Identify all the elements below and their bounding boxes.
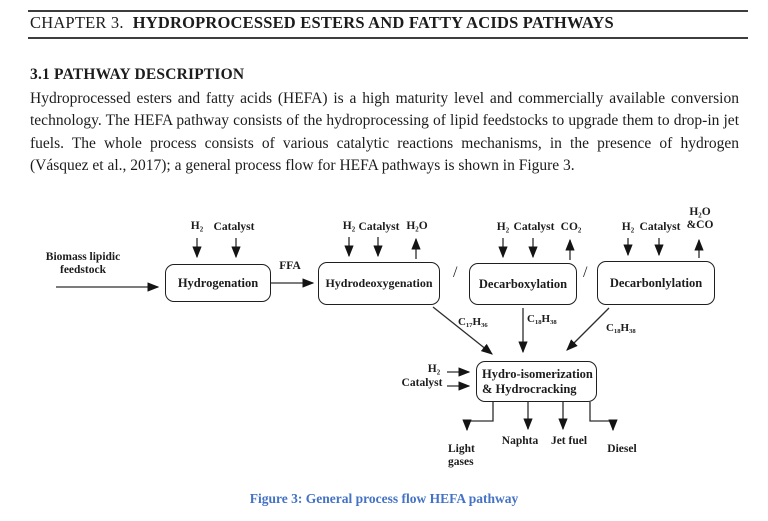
decarboxylation-label: Decarboxylation — [478, 276, 568, 291]
catalyst-label-hydrogenation: Catalyst — [213, 221, 255, 233]
hydroisomerization-label-line1: Hydro-isomerization — [482, 366, 593, 381]
process-box-hydroisomerization — [476, 361, 597, 402]
c17h36-label: C₁₇H₃₆ — [458, 316, 488, 328]
hydrodeoxygenation-label: Hydrodeoxygenation — [325, 276, 433, 290]
h2-label-decarbonlylation: H₂ — [621, 221, 635, 233]
h2-label-hydrogenation: H₂ — [190, 220, 204, 232]
light-gases-line1: Light — [448, 443, 475, 455]
c18h38-label-right: C₁₈H₃₈ — [606, 322, 636, 334]
arrow-out-diesel — [590, 402, 613, 430]
naphta-label: Naphta — [501, 435, 539, 447]
chapter-heading — [30, 13, 614, 33]
jet-fuel-label: Jet fuel — [550, 435, 588, 447]
chapter-title: HYDROPROCESSED ESTERS AND FATTY ACIDS PATHWAYS — [132, 13, 614, 32]
body-paragraph: Hydroprocessed esters and fatty acids (HEFA) is a high maturity level and commercially available conversion technology. The HEFA pathway consists of the hydroprocessing of lipid feedstocks to upgrade them to drop-in jet fuels. The whole process consists of various catalytic reactions mechanisms, in the presence of hydrogen (Vásquez et al., 2017); a general process flow for HEFA pathways is shown in Figure 3. — [30, 90, 739, 175]
arrow-c17h36-to-hydroisomerization — [433, 307, 492, 354]
catalyst-label-hydrodeoxygenation: Catalyst — [358, 221, 400, 233]
h2-label-hydrodeoxygenation: H₂ — [342, 220, 356, 232]
catalyst-label-decarbonlylation: Catalyst — [639, 221, 681, 233]
process-box-decarboxylation — [469, 263, 577, 305]
feedstock-label — [46, 251, 120, 277]
hydroisomerization-label-line2: & Hydrocracking — [482, 381, 577, 396]
section-heading: 3.1 PATHWAY DESCRIPTION — [30, 66, 245, 83]
feedstock-label-line1: Biomass lipidic — [45, 251, 121, 263]
slash-separator-1: / — [453, 264, 458, 281]
light-gases-label — [448, 443, 475, 469]
h2o-co-label-line1: H₂O — [689, 206, 711, 218]
co2-label-decarboxylation: CO₂ — [560, 221, 582, 233]
h2-label-decarboxylation: H₂ — [496, 221, 510, 233]
header-rule-bottom — [28, 37, 748, 39]
arrow-c18h38-right-to-hydroisomerization — [567, 308, 609, 350]
light-gases-line2: gases — [448, 456, 474, 468]
process-box-hydrogenation — [165, 264, 271, 302]
c18h38-label-mid: C₁₈H₃₈ — [527, 313, 557, 325]
ffa-label: FFA — [279, 260, 301, 272]
catalyst-label-decarboxylation: Catalyst — [513, 221, 555, 233]
chapter-number: CHAPTER 3. — [30, 13, 124, 32]
process-box-decarbonlylation — [597, 261, 715, 305]
h2o-co-label-decarbonlylation — [687, 206, 714, 232]
feedstock-label-line2: feedstock — [59, 264, 106, 276]
arrow-out-light-gases — [467, 402, 493, 430]
figure-caption: Figure 3: General process flow HEFA pathway — [249, 491, 519, 506]
process-box-hydrodeoxygenation — [318, 262, 440, 305]
h2o-co-label-line2: &CO — [686, 219, 714, 231]
decarbonlylation-label: Decarbonlylation — [609, 275, 703, 290]
header-rule-top — [28, 10, 748, 12]
h2o-label-hydrodeoxygenation: H₂O — [406, 220, 428, 232]
hydrogenation-label: Hydrogenation — [177, 275, 259, 290]
diesel-label: Diesel — [607, 443, 637, 455]
catalyst-label-hydroisomerization: Catalyst — [401, 377, 443, 389]
slash-separator-2: / — [583, 264, 588, 281]
h2-label-hydroisomerization: H₂ — [427, 363, 441, 375]
